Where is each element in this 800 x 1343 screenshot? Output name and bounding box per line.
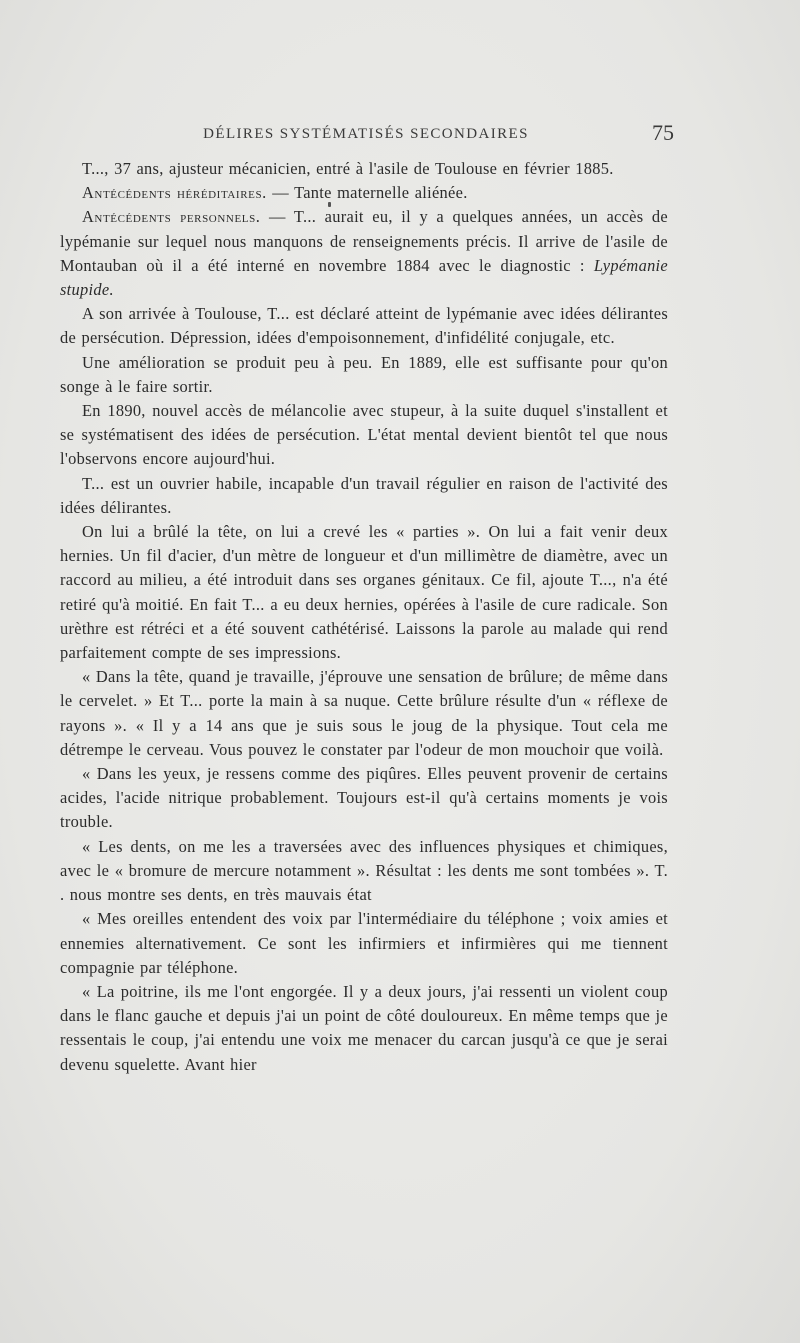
paragraph-quote-teeth: « Les dents, on me les a traversées avec des influences physiques et chimiques, avec le « bromure de mercure notamment ». Résultat : les dents me sont tombées ». T. . nous montre ses dents, en très mauvais état bbox=[60, 836, 668, 905]
body-text bbox=[60, 157, 668, 1077]
diagnosis-italic: Lypémanie stupide. bbox=[60, 255, 668, 300]
paragraph-hereditary-history bbox=[60, 181, 668, 205]
section-label-personal: Antécédents personnels. bbox=[82, 207, 261, 227]
print-speck bbox=[328, 202, 331, 207]
running-title: DÉLIRES SYSTÉMATISÉS SECONDAIRES bbox=[203, 126, 529, 142]
paragraph-patient-intro: T..., 37 ans, ajusteur mécanicien, entré à l'asile de Toulouse en février 1885. bbox=[82, 159, 614, 178]
paragraph-worker: T... est un ouvrier habile, incapable d'un travail régulier en raison de l'activité des idées délirantes. bbox=[60, 473, 668, 517]
paragraph-arrival: A son arrivée à Toulouse, T... est déclaré atteint de lypémanie avec idées délirantes de persécution. Dépression, idées d'empoisonnement, d'infidélité conjugale, etc. bbox=[60, 304, 668, 348]
paragraph-relapse: En 1890, nouvel accès de mélancolie avec stupeur, à la suite duquel s'installent et se systématisent des idées de persécution. L'état mental devient bientôt tel que nous l'observons encore aujourd'hui. bbox=[60, 401, 668, 469]
paragraph-quote-eyes: « Dans les yeux, je ressens comme des piqûres. Elles peuvent provenir de certains acides, l'acide nitrique probablement. Toujours est-il qu'à certains moments je vois trouble. bbox=[60, 764, 668, 832]
section-label-hereditary: Antécédents héréditaires. bbox=[82, 183, 267, 203]
page-number: 75 bbox=[652, 120, 674, 145]
paragraph-improvement: Une amélioration se produit peu à peu. En 1889, elle est suffisante pour qu'on songe à le faire sortir. bbox=[60, 352, 668, 396]
paragraph-quote-chest: « La poitrine, ils me l'ont engorgée. Il y a deux jours, j'ai ressenti un violent coup dans le flanc gauche et depuis j'ai un point de côté douloureux. En même temps que je ressentais le coup, j'ai entendu une voix me menacer du carcan jusqu'à ce que je serai devenu squelette. Avant hier bbox=[60, 981, 668, 1074]
paragraph-quote-ears: « Mes oreilles entendent des voix par l'intermédiaire du téléphone ; voix amies et ennemies alternativement. Ce sont les infirmiers et infirmières qui me tiennent compagnie par téléphone. bbox=[60, 909, 668, 977]
hereditary-text: — Tante maternelle aliénée. bbox=[266, 183, 468, 203]
paragraph-personal-history bbox=[60, 205, 668, 302]
running-head bbox=[60, 120, 672, 150]
paragraph-quote-head: « Dans la tête, quand je travaille, j'éprouve une sensation de brûlure; de même dans le cervelet. » Et T... porte la main à sa nuque. Cette brûlure résulte d'un « réflexe de rayons ». « Il y a 14 ans que je suis sous le joug de la physique. Tout cela me détrempe le cerveau. Vous pouvez le constater par l'odeur de mon mouchoir que voilà. bbox=[60, 667, 668, 759]
personal-text: — T... aurait eu, il y a quelques années, un accès de lypémanie sur lequel nous manquons de renseignements précis. Il arrive de l'asile de Montauban où il a été interné en novembre 1884 avec le diagnostic : bbox=[60, 207, 668, 275]
paragraph-delusions: On lui a brûlé la tête, on lui a crevé les « parties ». On lui a fait venir deux hernies. Un fil d'acier, d'un mètre de longueur et d'un millimètre de diamètre, avec un raccord au milieu, a été introduit dans ses organes génitaux. Ce fil, ajoute T..., n'a été retiré qu'à moitié. En fait T... a eu deux hernies, opérées à l'asile de cure radicale. Son urèthre est rétréci et a été souvent cathétérisé. Laissons la parole au malade qui rend parfaitement compte de ses impressions. bbox=[60, 522, 668, 663]
